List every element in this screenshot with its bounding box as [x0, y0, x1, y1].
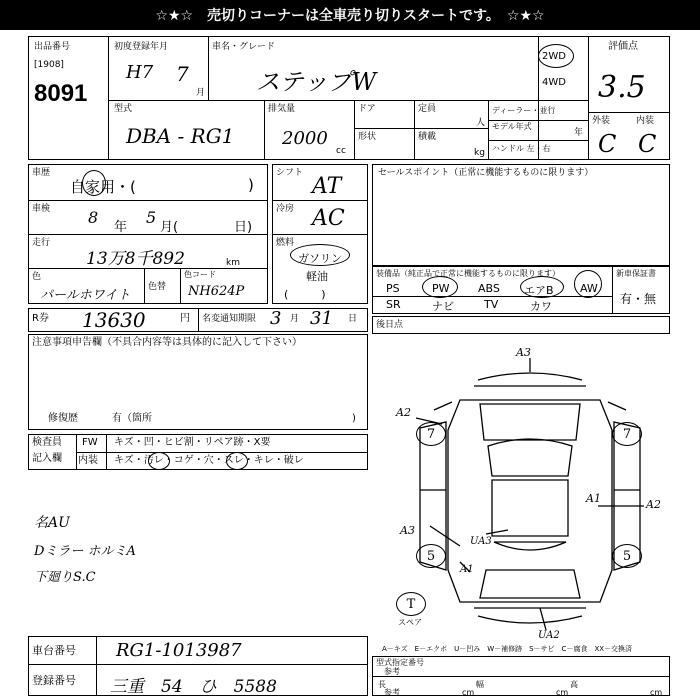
ac-value: AC: [312, 206, 345, 231]
plate-label: 登録番号: [32, 674, 76, 687]
sales-point-label: セールスポイント（正常に機能するものに限ります）: [378, 168, 594, 178]
form-height: 高: [570, 680, 578, 689]
diagram-a2-left: A2: [396, 406, 411, 419]
diagram-ua3: UA3: [470, 536, 492, 547]
recycle-label: R券: [32, 313, 49, 324]
car-diagram: [390, 340, 670, 640]
form-width: 幅: [476, 680, 484, 689]
new-car-value: 有・無: [620, 292, 657, 306]
int-value: C: [638, 130, 657, 158]
ac-label: 冷房: [276, 204, 295, 214]
displacement-value: 2000: [282, 128, 328, 149]
equip-sr: SR: [386, 298, 401, 311]
equip-pw-circle: [422, 276, 458, 298]
form-cm-2: cm: [556, 688, 569, 697]
inspection-year: 8: [88, 208, 99, 227]
equip-aw: AW: [580, 282, 598, 295]
dealer-label: ディーラー・並行: [492, 106, 556, 115]
damage-legend: A－キズ E－エクボ U－凹み W－補修跡 S－サビ C－腐食 XX－交換済: [382, 645, 633, 653]
equip-pw: PW: [432, 282, 450, 295]
history-value: 自家用・(: [70, 178, 136, 196]
fuel-paren: ( ): [284, 288, 326, 301]
drive-4wd: 4WD: [542, 77, 566, 88]
remark-1: 名AU: [34, 515, 70, 531]
form-type-sub-2: 参考: [384, 688, 400, 697]
first-reg-label: 初度登録年月: [114, 42, 169, 52]
model-year-label: モデル年式: [492, 122, 532, 131]
mileage-value: 13万8千892: [86, 249, 185, 269]
type-value: DBA - RG1: [126, 124, 235, 148]
equip-tv: TV: [484, 298, 499, 311]
inspector-int: 内装: [78, 455, 98, 466]
fuel-diesel: 軽油: [306, 270, 328, 283]
displacement-unit: cc: [336, 146, 346, 156]
scuff-circle: [226, 452, 248, 470]
capacity-label: 定員: [418, 104, 437, 114]
color-change-label: 色替: [148, 282, 167, 292]
load-unit: kg: [474, 148, 485, 158]
equip-airbag: エアB: [524, 284, 554, 297]
diagram-ua2: UA2: [538, 630, 560, 640]
inspection-label: 車検: [32, 204, 51, 214]
equip-airbag-circle: [520, 276, 564, 298]
inspector-fw-items: キズ・凹・ヒビ割・リペア跡・X要: [114, 437, 271, 448]
repair-close: ): [352, 413, 356, 424]
int-label: 内装: [636, 116, 655, 126]
shape-label: 形状: [358, 132, 377, 142]
first-reg-month: 7: [176, 62, 189, 86]
fuel-gas: ガソリン: [298, 252, 342, 265]
shift-value: AT: [312, 174, 342, 199]
chassis-value: RG1-1013987: [116, 640, 242, 661]
inspector-label-2: 記入欄: [32, 453, 62, 464]
lot-code: [1908]: [34, 60, 64, 70]
inspector-int-items: キズ・汚レ・コゲ・穴・スレ・キレ・破レ: [114, 455, 304, 466]
spare-tire: T: [396, 592, 426, 616]
inspection-year-unit: 年: [114, 220, 128, 235]
fuel-circle: [290, 244, 350, 266]
recycle-unit: 円: [180, 313, 190, 324]
form-cm-3: cm: [650, 688, 663, 697]
score-value: 3.5: [598, 70, 646, 105]
wheel-rear-right: 5: [612, 544, 642, 568]
dirt-circle: [148, 452, 170, 470]
diagram-a2-right: A2: [646, 498, 661, 511]
spare-label: スペア: [398, 618, 422, 627]
inspection-month: 5: [146, 208, 157, 227]
inspector-fw: FW: [82, 437, 98, 448]
form-type-sub-1: 参考: [384, 667, 400, 676]
history-label: 車歴: [32, 168, 51, 178]
drive-2wd: 2WD: [542, 51, 566, 62]
mileage-label: 走行: [32, 238, 51, 248]
handle-label: ハンドル 左・右: [492, 144, 551, 153]
chassis-label: 車台番号: [32, 644, 76, 657]
model-name: ステップW: [256, 68, 377, 96]
repair-label: 修復歴: [48, 413, 78, 424]
form-length: 長: [378, 680, 386, 689]
equipment-label: 装備品（純正品で正常に機能するものに限ります）: [376, 269, 560, 278]
equip-navi: ナビ: [432, 300, 454, 313]
form-type-label: 型式指定番号: [376, 658, 424, 667]
notes-label: 注意事項申告欄（不具合内容等は具体的に記入して下さい）: [32, 337, 302, 348]
first-reg-month-unit: 月: [196, 88, 206, 98]
repair-value: 有（箇所: [112, 413, 152, 424]
score-label: 評価点: [608, 41, 638, 52]
tax-month-unit: 月: [290, 314, 300, 324]
equip-leather: カワ: [530, 300, 552, 313]
equip-aw-circle: [574, 270, 602, 298]
capacity-person: 人: [476, 118, 486, 128]
tax-label: 名変通知期限: [202, 314, 257, 324]
notes-block: [28, 334, 368, 430]
inspection-day-unit: 日): [234, 220, 253, 235]
tax-month: 3: [270, 308, 282, 329]
sales-point-block: [372, 164, 670, 266]
equip-abs: ABS: [478, 282, 500, 295]
drive-circle: [538, 44, 574, 68]
new-car-label: 新車保証書: [616, 269, 656, 278]
tax-day-unit: 日: [348, 314, 358, 324]
door-label: ドア: [358, 104, 376, 114]
plate-value: 三重 54 ひ 5588: [110, 677, 277, 697]
fuel-label: 燃料: [276, 238, 295, 248]
diagram-a1-right: A1: [586, 492, 601, 505]
diagram-a1-left: A1: [460, 564, 474, 575]
color-label: 色: [32, 272, 42, 282]
color-value: パールホワイト: [40, 288, 131, 303]
model-year-unit: 年: [574, 128, 584, 138]
diagram-a3-left: A3: [400, 524, 415, 537]
color-code: NH624P: [188, 284, 245, 299]
front-bumper: [478, 373, 582, 380]
wheel-front-right: 7: [612, 422, 642, 446]
wheel-front-left: 7: [416, 422, 446, 446]
history-circle: [82, 170, 106, 196]
mileage-unit: km: [226, 258, 240, 268]
remark-2: Dミラー ホルミA: [34, 544, 136, 559]
displacement-label: 排気量: [268, 104, 296, 114]
ext-value: C: [598, 130, 617, 158]
remark-3: 下廻りS.C: [34, 570, 96, 585]
shift-label: シフト: [276, 168, 304, 178]
model-name-label: 車名・グレード: [212, 42, 276, 52]
history-close: ): [248, 176, 254, 194]
after-label: 後日点: [376, 320, 404, 330]
recycle-value: 13630: [82, 308, 146, 332]
tax-day: 31: [310, 308, 333, 329]
ext-label: 外装: [592, 116, 611, 126]
lot-label: 出品番号: [34, 42, 71, 52]
wheel-rear-left: 5: [416, 544, 446, 568]
equip-ps: PS: [386, 282, 400, 295]
type-label: 型式: [114, 104, 133, 114]
form-cm-1: cm: [462, 688, 475, 697]
diagram-a3-top: A3: [516, 346, 531, 359]
load-label: 積載: [418, 132, 437, 142]
inspector-label-1: 検査員: [32, 437, 62, 448]
inspection-month-unit: 月(: [160, 220, 179, 235]
lot-number: 8091: [34, 80, 88, 107]
first-reg-era: H7: [126, 62, 154, 83]
banner: ☆★☆ 売切りコーナーは全車売り切りスタートです。 ☆★☆: [0, 0, 700, 30]
color-code-label: 色コード: [184, 270, 216, 279]
after-block: [372, 316, 670, 334]
